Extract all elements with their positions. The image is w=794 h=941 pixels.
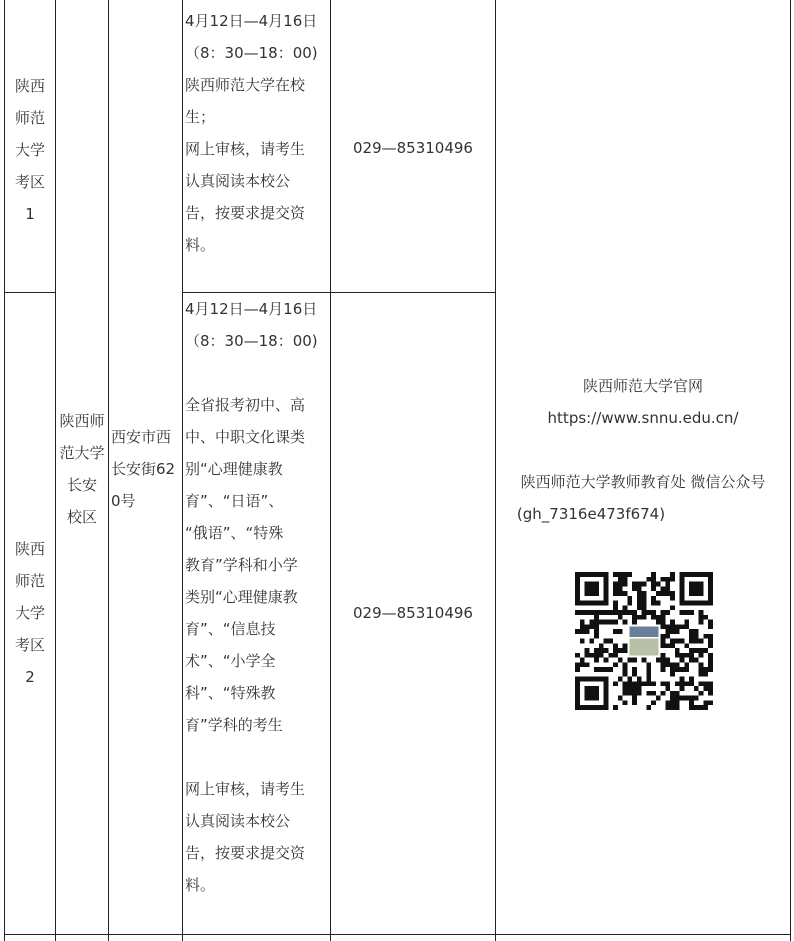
- wechat-id: (gh_7316e473f674): [516, 505, 666, 523]
- campus-name: 陕西师 范大学 长安 校区: [59, 412, 105, 526]
- table-border: [182, 0, 183, 941]
- website-label: 陕西师范大学官网: [582, 377, 703, 395]
- phone-2: 029—85310496: [353, 604, 473, 622]
- qr-code-icon: [575, 572, 713, 710]
- row-divider: [4, 292, 55, 293]
- table-bottom-border: [4, 934, 791, 935]
- table-border: [108, 0, 109, 941]
- table-border: [790, 0, 791, 941]
- exam-area-2: 陕西 师范 大学 考区 2: [14, 540, 45, 686]
- phone-1: 029—85310496: [353, 139, 473, 157]
- wechat-label: 陕西师范大学教师教育处 微信公众号: [520, 473, 766, 491]
- campus-address: 西安市西 长安街62 0号: [111, 428, 176, 510]
- time-info-1: 4月12日—4月16日 （8：30—18：00) 陕西师范大学在校 生； 网上审核，请考生 认真阅读本校公 告，按要求提交资 料。: [185, 12, 318, 254]
- time-info-2: 4月12日—4月16日 （8：30—18：00) 全省报考初中、高 中、中职文化课类 别“心理健康教 育”、“日语”、 “俄语”、“特殊 教育”学科和小学 类别“心理健康教 育”、“信息技 术”、“小学全 科”、“特殊教 育”学科的考生 网上审核，请考生 认真阅读本校公 告，按要求提交资 料。: [185, 300, 318, 894]
- website-url[interactable]: https://www.snnu.edu.cn/: [547, 409, 739, 427]
- exam-area-1: 陕西 师范 大学 考区 1: [14, 77, 45, 223]
